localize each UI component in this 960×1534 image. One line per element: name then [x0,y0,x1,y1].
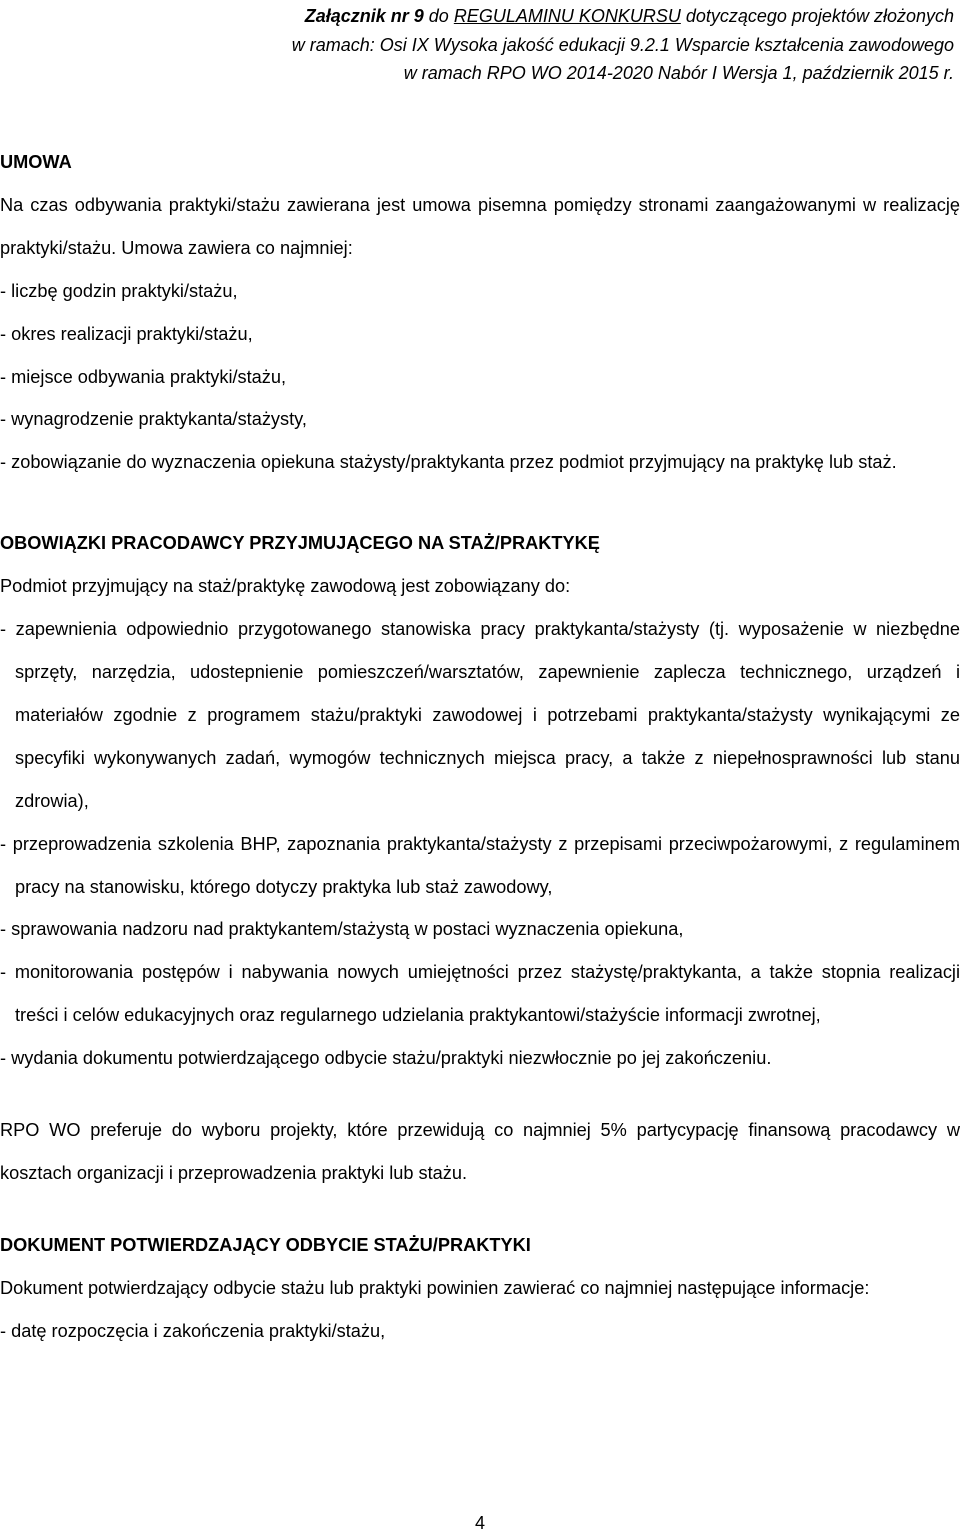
header-line-2: w ramach: Osi IX Wysoka jakość edukacji 9.2.1 Wsparcie kształcenia zawodowego [291,34,954,55]
rpo-paragraph: RPO WO preferuje do wyboru projekty, które przewidują co najmniej 5% partycypację finansową pracodawcy w kosztach organizacji i przeprowadzenia praktyki lub stażu. [0,1120,960,1183]
dokument-title: DOKUMENT POTWIERDZAJĄCY ODBYCIE STAŻU/PRAKTYKI [0,1234,531,1255]
obowiazki-intro: Podmiot przyjmujący na staż/praktykę zawodową jest zobowiązany do: [0,576,571,597]
page-number: 4 [474,1513,485,1533]
umowa-item: - liczbę godzin praktyki/stażu, [0,280,238,301]
obowiazki-item: - monitorowania postępów i nabywania nowych umiejętności przez stażystę/praktykanta, a także stopnia realizacji treści i celów edukacyjnych oraz regularnego udzielania praktykantowi/stażyście informacji zwrotnej, [0,962,960,1026]
umowa-item: - wynagrodzenie praktykanta/stażysty, [0,409,307,430]
dokument-intro: Dokument potwierdzający odbycie stażu lub praktyki powinien zawierać co najmniej następujące informacje: [0,1277,870,1298]
umowa-title: UMOWA [0,152,72,172]
dokument-item: - datę rozpoczęcia i zakończenia praktyki/stażu, [0,1320,386,1341]
section-spacer [0,1080,960,1109]
header-attachment-label: Załącznik nr 9 [304,6,424,26]
umowa-item: - miejsce odbywania praktyki/stażu, [0,366,287,387]
obowiazki-title: OBOWIĄZKI PRACODAWCY PRZYJMUJĄCEGO NA STAŻ/PRAKTYKĘ [0,533,600,554]
header-line-1 [54,2,954,31]
header-line-3: w ramach RPO WO 2014-2020 Nabór I Wersja 1, październik 2015 r. [403,63,954,83]
umowa-item: - zobowiązanie do wyznaczenia opiekuna stażysty/praktykanta przez podmiot przyjmujący na praktykę lub staż. [0,452,897,473]
umowa-item: - okres realizacji praktyki/stażu, [0,323,253,344]
obowiazki-item: - sprawowania nadzoru nad praktykantem/stażystą w postaci wyznaczenia opiekuna, [0,919,684,940]
obowiazki-item: - wydania dokumentu potwierdzającego odbycie stażu/praktyki niezwłocznie po jej zakończeniu. [0,1048,772,1069]
section-spacer [0,1195,960,1224]
page-header [54,2,954,88]
section-spacer [0,484,960,522]
header-regulation-link[interactable]: REGULAMINU KONKURSU [453,6,681,26]
obowiazki-item: - przeprowadzenia szkolenia BHP, zapoznania praktykanta/stażysty z przepisami przeciwpożarowymi, z regulaminem pracy na stanowisku, którego dotyczy praktyka lub staż zawodowy, [0,833,960,897]
header-connector: do [423,6,454,26]
header-line-1-tail: dotyczącego projektów złożonych [680,6,954,26]
document-body [0,141,960,1353]
umowa-intro: Na czas odbywania praktyki/stażu zawierana jest umowa pisemna pomiędzy stronami zaangażowanymi w realizację praktyki/stażu. Umowa zawiera co najmniej: [0,194,960,258]
obowiazki-item: - zapewnienia odpowiednio przygotowanego stanowiska pracy praktykanta/stażysty (tj. wyposażenie w niezbędne sprzęty, narzędzia, udostepnienie pomieszczeń/warsztatów, zapewnienie zaplecza technicznego, urządzeń i materiałów zgodnie z programem stażu/praktyki zawodowej i potrzebami praktykanta/stażysty wynikającymi ze specyfiki wykonywanych zadań, wymogów technicznych miejsca pracy, a także z niepełnosprawności lub stanu zdrowia), [0,619,960,811]
